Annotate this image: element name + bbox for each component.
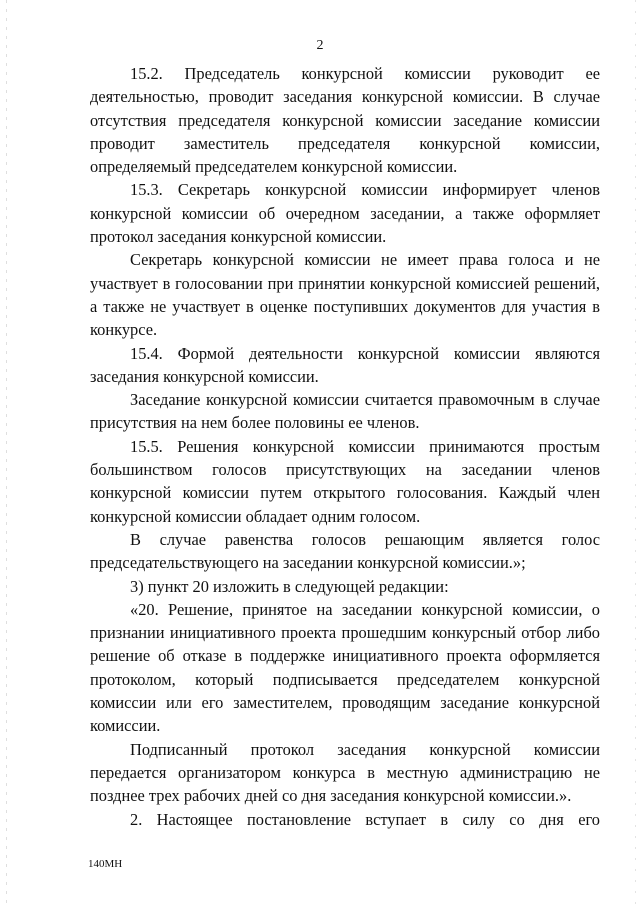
document-body	[90, 62, 600, 831]
paragraph-15-5: 15.5. Решения конкурсной комиссии принимаются простым большинством голосов присутствующих на заседании членов конкурсной комиссии путем открытого голосования. Каждый член конкурсной комиссии обладает одним голосом.	[90, 436, 600, 526]
paragraph-secretary-voting: Секретарь конкурсной комиссии не имеет права голоса и не участвует в голосовании при принятии конкурсной комиссией решений, а также не участвует в оценке поступивших документов для участия в конкурсе.	[90, 250, 600, 340]
footer-code: 140МН	[88, 858, 123, 870]
paragraph-15-2: 15.2. Председатель конкурсной комиссии руководит ее деятельностью, проводит заседания конкурсной комиссии. В случае отсутствия председателя конкурсной комиссии заседание комиссии проводит заместитель председателя конкурсной комиссии, определяемый председателем конкурсной комиссии.	[90, 64, 600, 177]
page-number: 2	[316, 38, 324, 53]
paragraph-15-4: 15.4. Формой деятельности конкурсной комиссии являются заседания конкурсной комиссии.	[90, 343, 600, 386]
paragraph-item-3: 3) пункт 20 изложить в следующей редакции:	[130, 576, 449, 596]
scan-edge-right	[635, 0, 636, 905]
paragraph-signed-protocol: Подписанный протокол заседания конкурсной комиссии передается организатором конкурса в местную администрацию не позднее трех рабочих дней со дня заседания конкурсной комиссии.».	[90, 739, 600, 806]
paragraph-20: «20. Решение, принятое на заседании конкурсной комиссии, о признании инициативного проекта прошедшим конкурсный отбор либо решение об отказе в поддержке инициативного проекта оформляется протоколом, который подписывается председателем конкурсной комиссии или его заместителем, проводящим заседание конкурсной комиссии.	[90, 599, 600, 736]
scan-edge-left	[6, 0, 7, 905]
paragraph-tie-vote: В случае равенства голосов решающим является голос председательствующего на заседании конкурсной комиссии.»;	[90, 529, 600, 573]
paragraph-quorum: Заседание конкурсной комиссии считается правомочным в случае присутствия на нем более половины ее членов.	[90, 390, 600, 433]
paragraph-15-3: 15.3. Секретарь конкурсной комиссии информирует членов конкурсной комиссии об очередном заседании, а также оформляет протокол заседания конкурсной комиссии.	[90, 180, 600, 247]
paragraph-2-effective: 2. Настоящее постановление вступает в силу со дня его	[130, 809, 600, 829]
